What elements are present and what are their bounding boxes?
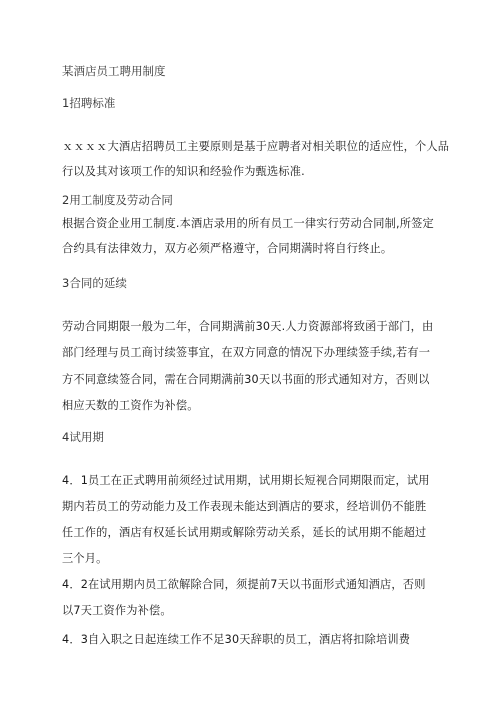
section-heading: 4试用期 xyxy=(62,430,104,444)
paragraph-line: 三个月。 xyxy=(62,552,108,565)
paragraph-line: ｘｘｘｘ大酒店招聘员工主要原则是基于应聘者对相关职位的适应性，个人品 xyxy=(62,140,450,153)
paragraph-line: 根据合资企业用工制度.本酒店录用的所有员工一律实行劳动合同制,所签定 xyxy=(62,217,434,230)
paragraph-line: 4．1员工在正式聘用前须经过试用期，试用期长短视合同期限而定，试用 xyxy=(62,474,430,487)
paragraph-line: 行以及其对该项工作的知识和经验作为甄选标准. xyxy=(62,165,305,178)
paragraph-line: 方不同意续签合同，需在合同期满前30天以书面的形式通知对方，否则以 xyxy=(62,373,430,386)
section-heading: 1招聘标准 xyxy=(62,96,116,110)
paragraph-line: 劳动合同期限一般为二年，合同期满前30天.人力资源部将致函于部门，由 xyxy=(62,320,434,333)
section-heading: 2用工制度及劳动合同 xyxy=(62,193,173,207)
section-heading: 3合同的延续 xyxy=(62,276,127,290)
paragraph-line: 部门经理与员工商讨续签事宜，在双方同意的情况下办理续签手续,若有一 xyxy=(62,346,431,359)
paragraph-line: 任工作的，酒店有权延长试用期或解除劳动关系，延长的试用期不能超过 xyxy=(62,526,427,539)
paragraph-line: 以7天工资作为补偿。 xyxy=(62,604,172,617)
paragraph-line: 期内若员工的劳动能力及工作表现未能达到酒店的要求，经培训仍不能胜 xyxy=(62,500,427,513)
document-title: 某酒店员工聘用制度 xyxy=(62,64,166,78)
paragraph-line: 4．2在试用期内员工欲解除合同，须提前7天以书面形式通知酒店，否则 xyxy=(62,578,426,591)
paragraph-line: 相应天数的工资作为补偿。 xyxy=(62,399,199,412)
paragraph-line: 4．3自入职之日起连续工作不足30天辞职的员工，酒店将扣除培训费 xyxy=(62,633,411,646)
paragraph-line: 合约具有法律效力，双方必须严格遵守，合同期满时将自行终止。 xyxy=(62,242,393,255)
